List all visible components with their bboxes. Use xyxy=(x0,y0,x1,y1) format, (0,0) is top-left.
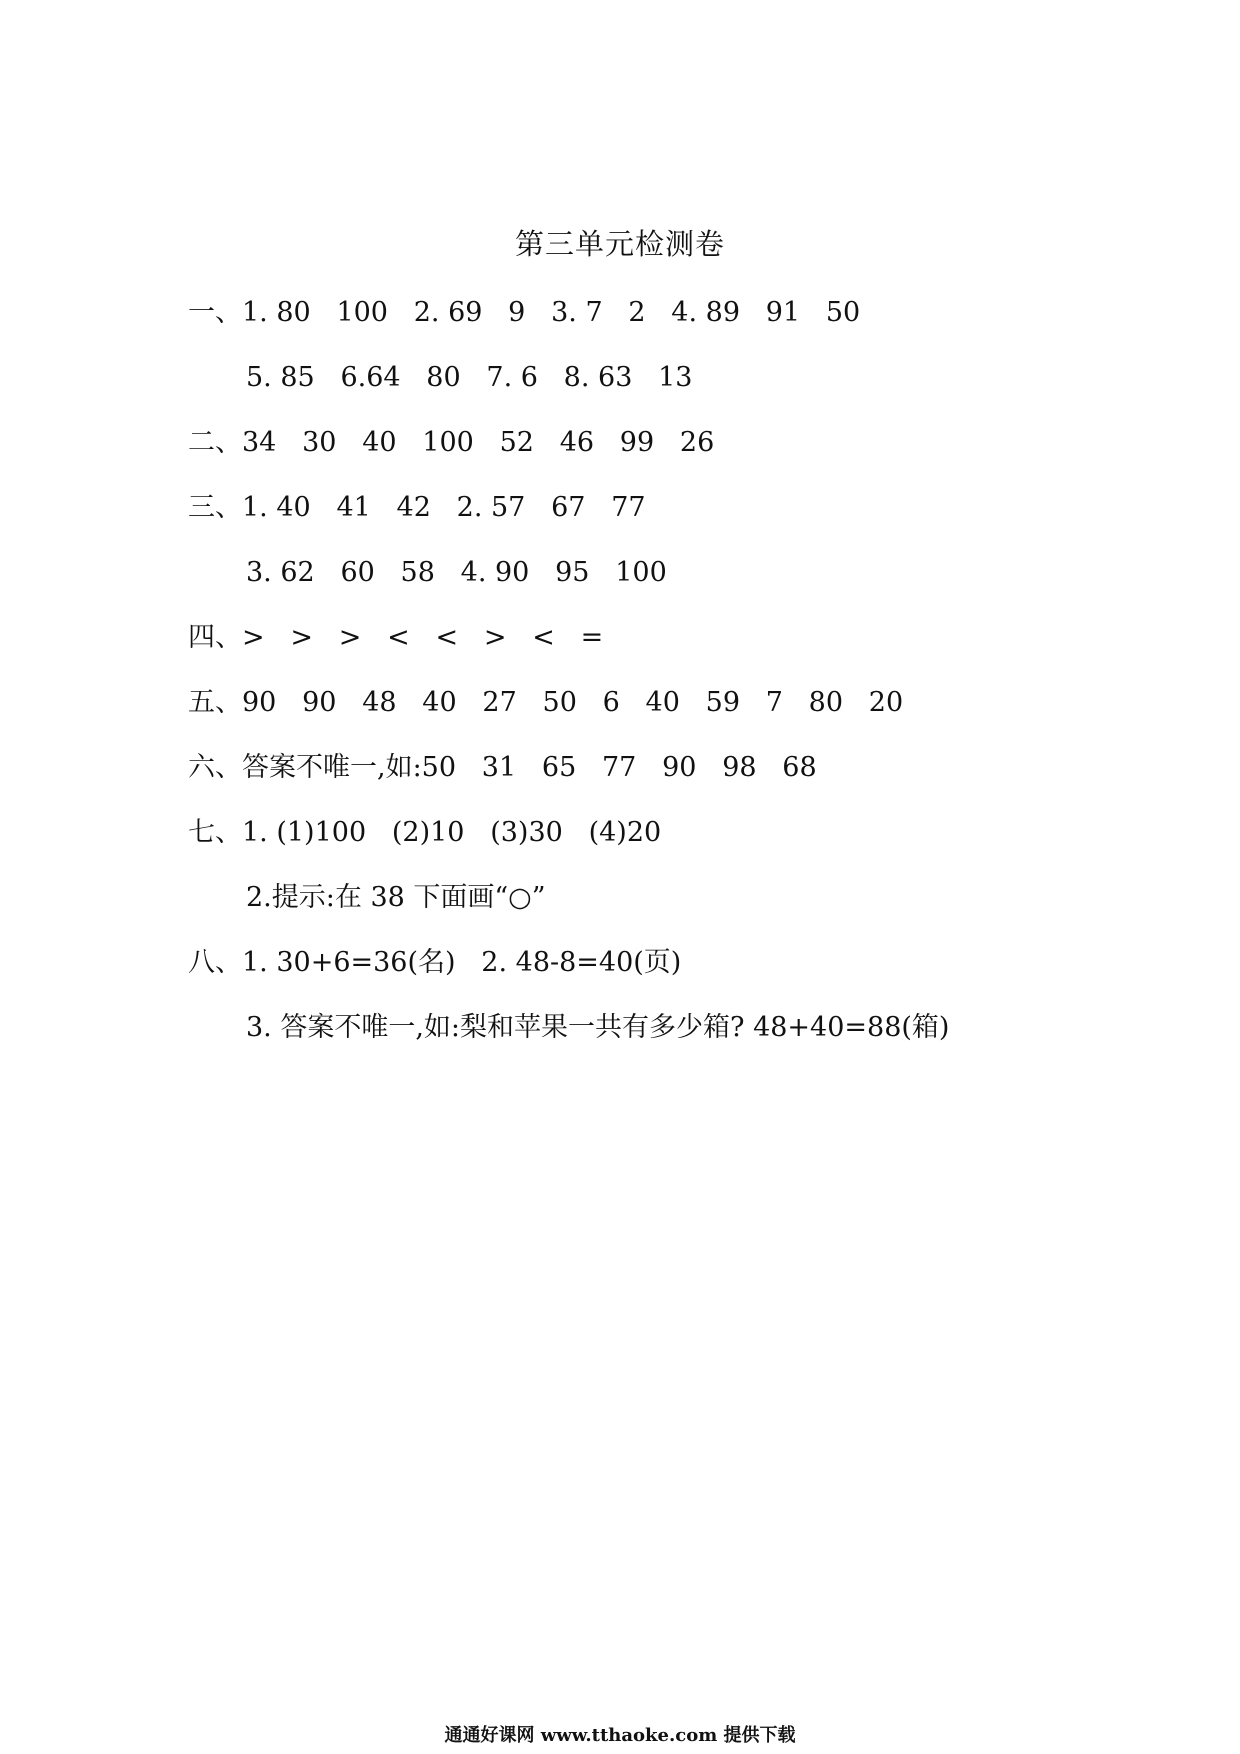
answer-line-section-8: 八、1. 30+6=36(名) 2. 48-8=40(页) xyxy=(188,947,682,978)
answer-line-section-6: 六、答案不唯一,如:50 31 65 77 90 98 68 xyxy=(188,752,817,783)
answer-line-section-2: 二、34 30 40 100 52 46 99 26 xyxy=(188,427,715,458)
answer-line-section-3-cont: 3. 62 60 58 4. 90 95 100 xyxy=(246,557,667,588)
answer-line-section-4: 四、> > > < < > < = xyxy=(188,622,604,653)
answer-line-section-1-cont: 5. 85 6.64 80 7. 6 8. 63 13 xyxy=(246,362,693,393)
page-title: 第三单元检测卷 xyxy=(514,227,725,261)
answer-line-section-5: 五、90 90 48 40 27 50 6 40 59 7 80 20 xyxy=(188,687,904,718)
answer-line-section-7-cont: 2.提示:在 38 下面画“○” xyxy=(246,882,546,913)
answer-line-section-7: 七、1. (1)100 (2)10 (3)30 (4)20 xyxy=(188,817,662,848)
answer-line-section-1: 一、1. 80 100 2. 69 9 3. 7 2 4. 89 91 50 xyxy=(188,297,861,328)
answer-line-section-3: 三、1. 40 41 42 2. 57 67 77 xyxy=(188,492,646,523)
answer-line-section-8-cont: 3. 答案不唯一,如:梨和苹果一共有多少箱? 48+40=88(箱) xyxy=(246,1012,950,1043)
footer-credit: 通通好课网 www.tthaoke.com 提供下载 xyxy=(444,1725,796,1746)
